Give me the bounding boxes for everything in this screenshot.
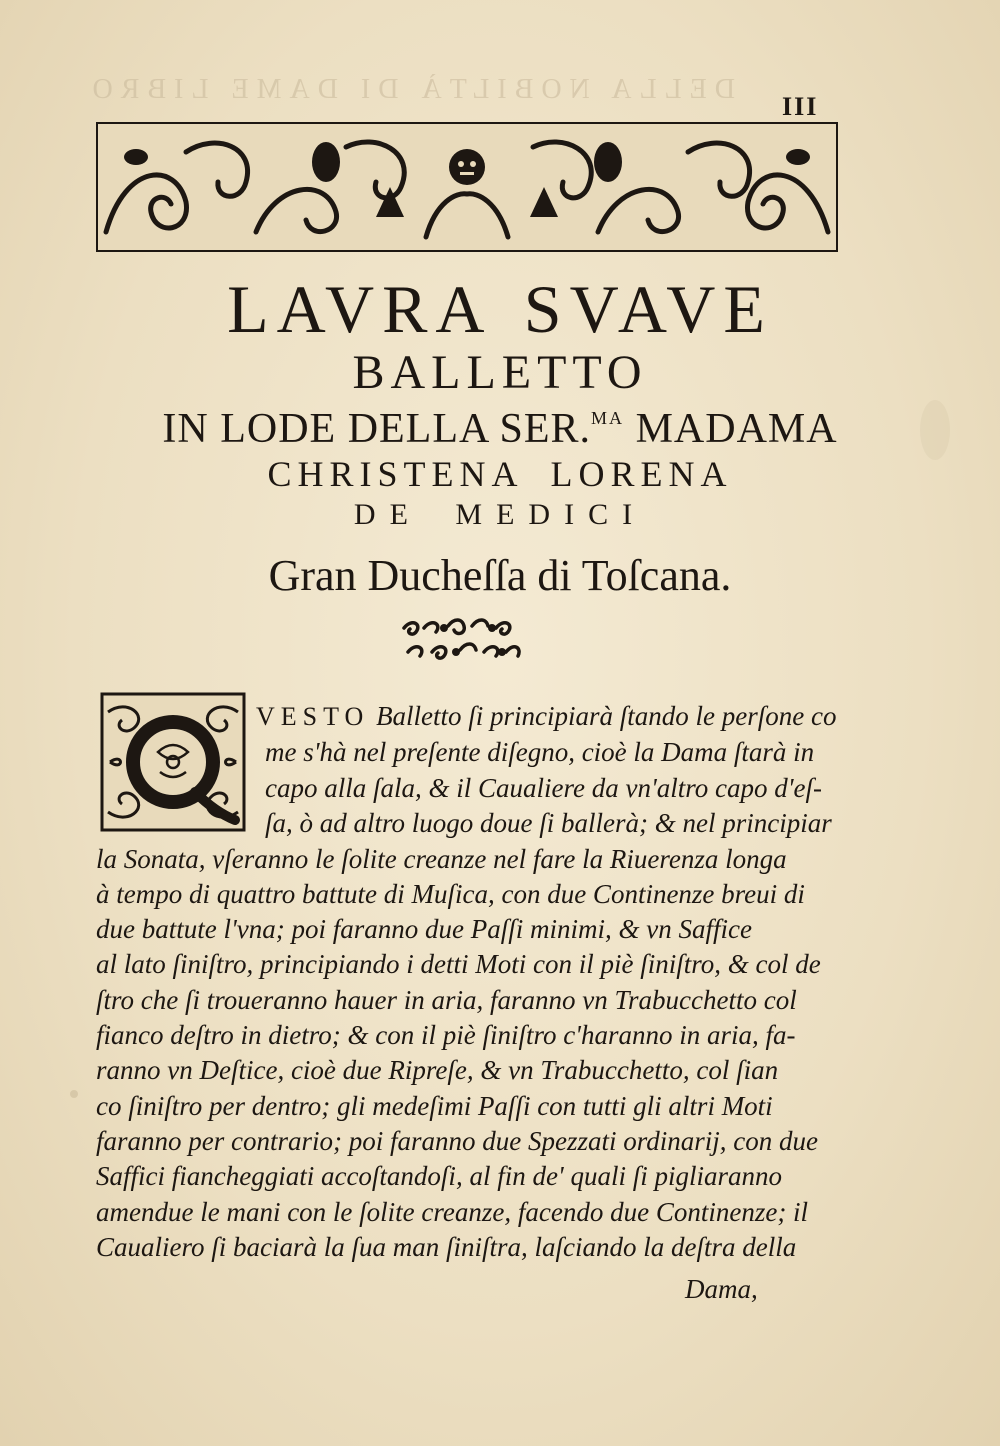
- show-through-text: DELLA NOBILTÀ DI DAME LIBRO: [84, 74, 735, 105]
- title-line-3-superscript: MA: [591, 408, 625, 428]
- body-line: ſa, ò ad altro luogo doue ſi ballerà; & nel principiar: [265, 808, 832, 838]
- body-line: à tempo di quattro battute di Muſica, con due Continenze breui di: [96, 879, 805, 909]
- body-line: faranno per contrario; poi faranno due Spezzati ordinarij, con due: [96, 1126, 818, 1156]
- body-line: capo alla ſala, & il Caualiere da vn'altro capo d'eſ-: [265, 773, 822, 803]
- catchword: Dama,: [685, 1274, 758, 1304]
- decorated-initial: [100, 692, 246, 832]
- folio-number: III: [782, 92, 819, 121]
- body-line-1-text: Balletto ſi principiarà ſtando le perſone co: [376, 701, 837, 731]
- paper-stain: [920, 400, 950, 460]
- title-line-2: BALLETTO: [352, 346, 648, 399]
- body-line: co ſiniſtro per dentro; gli medeſimi Paſſi con tutti gli altri Moti: [96, 1091, 773, 1121]
- title-line-6: Gran Ducheſſa di Toſcana.: [268, 551, 732, 600]
- body-line: al lato ſiniſtro, principiando i detti Moti con il piè ſiniſtro, & col de: [96, 949, 821, 979]
- title-line-5: DE MEDICI: [353, 498, 647, 531]
- body-line: Saffici fiancheggiati accoſtandoſi, al fin de' quali ſi pigliaranno: [96, 1161, 782, 1191]
- title-line-1: LAVRA SVAVE: [227, 271, 773, 347]
- body-line: fianco deſtro in dietro; & con il piè ſiniſtro c'haranno in aria, fa-: [96, 1020, 796, 1050]
- ornamental-headpiece: [96, 122, 838, 252]
- body-line: due battute l'vna; poi faranno due Paſſi minimi, & vn Saffice: [96, 914, 752, 944]
- body-line: amendue le mani con le ſolite creanze, facendo due Continenze; il: [96, 1197, 809, 1227]
- body-line: la Sonata, vſeranno le ſolite creanze nel fare la Riuerenza longa: [96, 844, 787, 874]
- title-line-4: CHRISTENA LORENA: [267, 454, 733, 494]
- first-word: VESTO: [256, 702, 370, 731]
- body-line: ranno vn Deſtice, cioè due Ripreſe, & vn Trabucchetto, col ſian: [96, 1055, 779, 1085]
- body-line: [256, 701, 837, 732]
- title-line-3-main: IN LODE DELLA SER.: [162, 406, 592, 452]
- paper-stain: [70, 1090, 78, 1098]
- body-line: me s'hà nel preſente diſegno, cioè la Dama ſtarà in: [265, 737, 815, 767]
- title-line-3: [0, 405, 1000, 453]
- title-line-3-tail: MADAMA: [624, 406, 838, 452]
- fleuron-ornament: [400, 614, 528, 664]
- body-line: ſtro che ſi troueranno hauer in aria, faranno vn Trabucchetto col: [96, 985, 797, 1015]
- body-line: Caualiero ſi baciarà la ſua man ſiniſtra, laſciando la deſtra della: [96, 1232, 797, 1262]
